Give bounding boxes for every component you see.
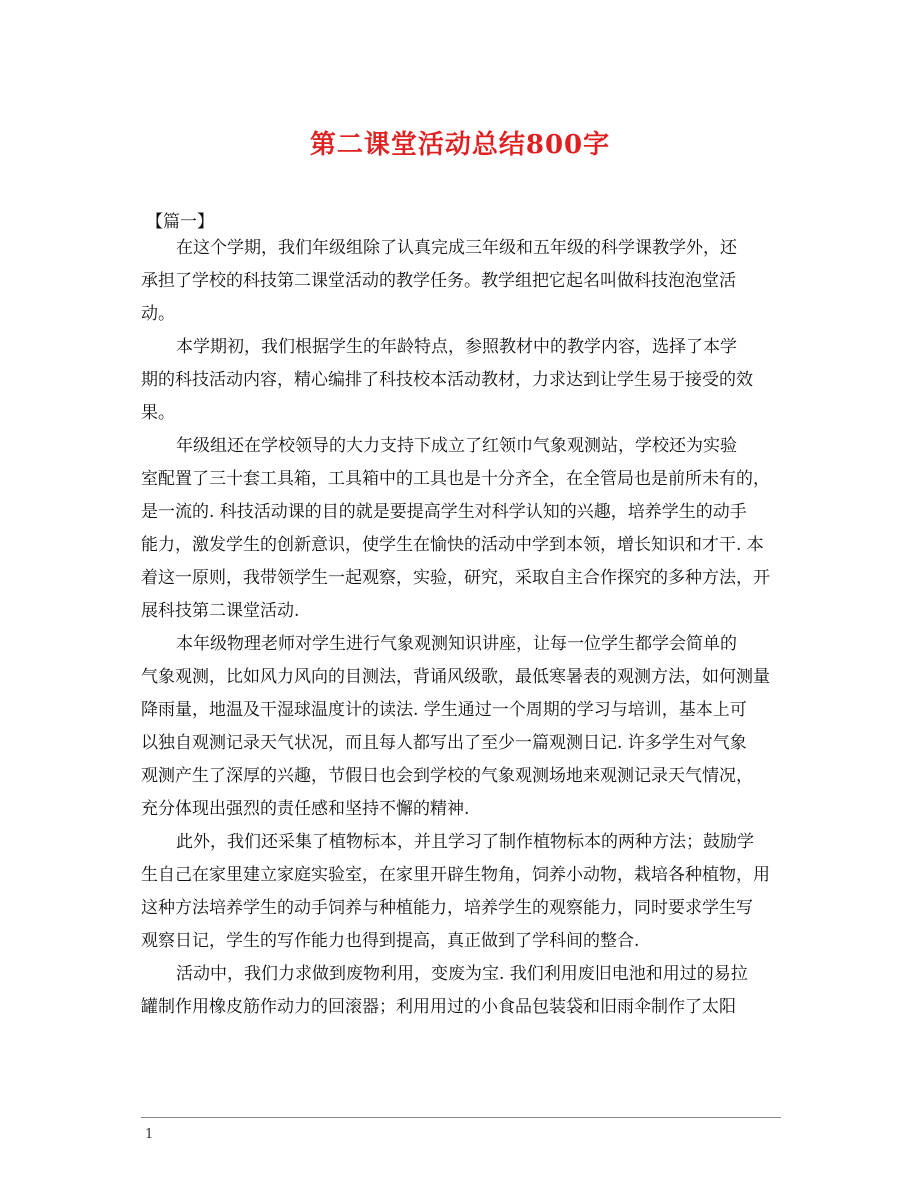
body-text-line: 生自己在家里建立家庭实验室，在家里开辟生物角，饲养小动物，栽培各种植物，用	[141, 865, 770, 885]
body-text-line: 本学期初，我们根据学生的年龄特点，参照教材中的教学内容，选择了本学	[176, 337, 737, 357]
body-text-line: 气象观测，比如风力风向的目测法，背诵风级歌，最低寒暑表的观测方法，如何测量	[141, 667, 770, 687]
body-text-line: 在这个学期，我们年级组除了认真完成三年级和五年级的科学课教学外，还	[176, 238, 737, 258]
body-text-line: 承担了学校的科技第二课堂活动的教学任务。教学组把它起名叫做科技泡泡堂活	[141, 271, 736, 291]
body-text-line: 期的科技活动内容，精心编排了科技校本活动教材，力求达到让学生易于接受的效	[141, 370, 753, 390]
footer-divider	[141, 1117, 781, 1118]
body-text-line: 着这一原则，我带领学生一起观察，实验，研究，采取自主合作探究的多种方法，开	[141, 568, 770, 588]
body-text-line: 是一流的. 科技活动课的目的就是要提高学生对科学认知的兴趣，培养学生的动手	[141, 502, 747, 522]
body-text-line: 观察日记，学生的写作能力也得到提高，真正做到了学科间的整合.	[141, 931, 640, 951]
body-text-line: 室配置了三十套工具箱，工具箱中的工具也是十分齐全，在全管局也是前所未有的，	[141, 469, 770, 489]
body-text-line: 年级组还在学校领导的大力支持下成立了红领巾气象观测站，学校还为实验	[176, 436, 737, 456]
body-text-line: 展科技第二课堂活动.	[141, 601, 300, 621]
body-text-line: 以独自观测记录天气状况，而且每人都写出了至少一篇观测日记. 许多学生对气象	[141, 733, 747, 753]
document-body	[141, 232, 781, 1024]
page-number: 1	[145, 1127, 154, 1142]
section-label: 【篇一】	[146, 212, 214, 232]
body-text-line: 降雨量，地温及干湿球温度计的读法. 学生通过一个周期的学习与培训，基本上可	[141, 700, 747, 720]
body-text-line: 动。	[141, 304, 175, 324]
body-text-line: 此外，我们还采集了植物标本，并且学习了制作植物标本的两种方法；鼓励学	[176, 832, 754, 852]
body-text-line: 充分体现出强烈的责任感和坚持不懈的精神.	[141, 799, 470, 819]
body-text-line: 能力，激发学生的创新意识，使学生在愉快的活动中学到本领，增长知识和才干. 本	[141, 535, 764, 555]
body-text-line: 这种方法培养学生的动手饲养与种植能力，培养学生的观察能力，同时要求学生写	[141, 898, 753, 918]
body-text-line: 果。	[141, 403, 175, 423]
document-title: 第二课堂活动总结800字	[309, 130, 611, 160]
body-text-line: 观测产生了深厚的兴趣，节假日也会到学校的气象观测场地来观测记录天气情况，	[141, 766, 753, 786]
body-text-line: 活动中，我们力求做到废物利用，变废为宝. 我们利用废旧电池和用过的易拉	[176, 964, 748, 984]
body-text-line: 本年级物理老师对学生进行气象观测知识讲座，让每一位学生都学会简单的	[176, 634, 737, 654]
body-text-line: 罐制作用橡皮筋作动力的回滚器；利用用过的小食品包装袋和旧雨伞制作了太阳	[141, 997, 736, 1017]
